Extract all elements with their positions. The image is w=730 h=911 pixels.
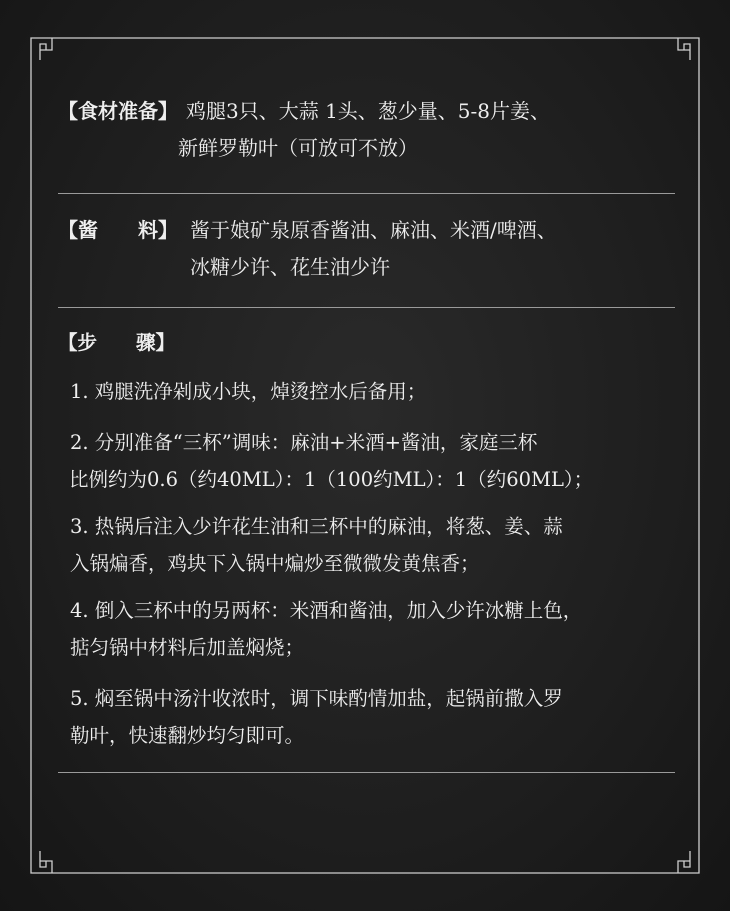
sauce-section: [58, 194, 675, 307]
step-item: [70, 508, 675, 582]
step-line: 勒叶，快速翻炒均匀即可。: [70, 724, 305, 747]
steps-label: 【步 骤】: [58, 331, 176, 354]
sauce-line: 冰糖少许、花生油少许: [190, 255, 390, 279]
steps-section: [58, 308, 675, 754]
step-line: 3. 热锅后注入少许花生油和三杯中的麻油，将葱、姜、蒜: [70, 515, 563, 538]
sauce-label: 【酱 料】: [58, 218, 178, 242]
step-line: 4. 倒入三杯中的另两杯：米酒和酱油，加入少许冰糖上色，: [70, 599, 583, 622]
step-line: 掂匀锅中材料后加盖焖烧；: [70, 636, 305, 659]
step-item: [70, 592, 675, 666]
step-item: [70, 373, 675, 410]
section-divider: [58, 772, 675, 773]
steps-list: [58, 373, 675, 754]
ingredients-line: 鸡腿3只、大蒜 1头、葱少量、5-8片姜、: [186, 99, 551, 123]
sauce-line: 酱于娘矿泉原香酱油、麻油、米酒/啤酒、: [190, 218, 557, 242]
step-line: 2. 分别准备“三杯”调味：麻油+米酒+酱油，家庭三杯: [70, 431, 538, 454]
ingredients-section: [58, 70, 675, 185]
recipe-content: [58, 70, 675, 773]
step-item: [70, 680, 675, 754]
step-line: 入锅煸香，鸡块下入锅中煸炒至微微发黄焦香；: [70, 552, 480, 575]
step-line: 1. 鸡腿洗净剁成小块，焯烫控水后备用；: [70, 380, 427, 403]
ingredients-line: 新鲜罗勒叶（可放可不放）: [178, 136, 418, 160]
ingredients-label: 【食材准备】: [58, 99, 178, 123]
step-line: 比例约为0.6（约40ML）：1（100约ML）：1（约60ML）；: [69, 468, 594, 491]
step-item: [70, 424, 675, 498]
step-line: 5. 焖至锅中汤汁收浓时，调下味酌情加盐，起锅前撒入罗: [70, 687, 563, 710]
